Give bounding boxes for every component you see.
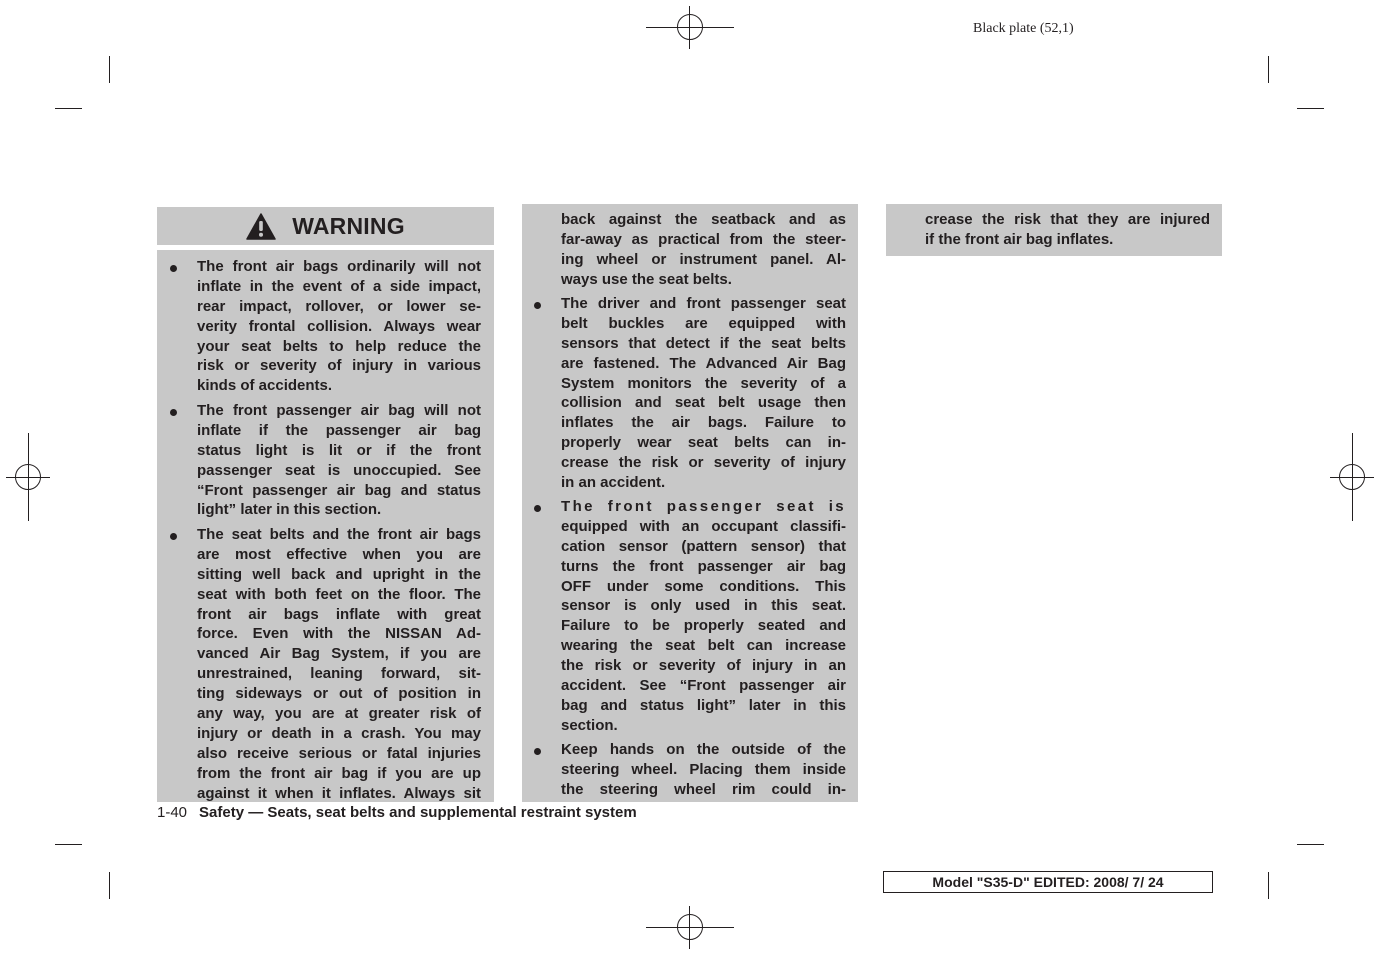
- text-line: against it when it inflates. Always sit: [197, 784, 481, 802]
- text-line: passenger seat is unoccupied. See: [197, 461, 481, 479]
- text-line: wearing the seat belt can increase: [561, 637, 846, 655]
- text-line: collision and seat belt usage then: [561, 394, 846, 412]
- bullet-item: [197, 401, 481, 520]
- text-line: from the front air bag if you are up: [197, 764, 481, 782]
- text-line: OFF under some conditions. This: [561, 577, 846, 595]
- text-line: The front air bags ordinarily will not: [197, 258, 481, 275]
- text-line: far-away as practical from the steer-: [561, 230, 846, 248]
- text-line: ways use the seat belts.: [561, 270, 732, 288]
- text-line: force. Even with the NISSAN Ad-: [197, 625, 481, 643]
- text-line: turns the front passenger air bag: [561, 557, 846, 575]
- text-line: rear impact, rollover, or lower se-: [197, 297, 481, 315]
- warning-column-3: [886, 204, 1222, 256]
- text-line: crease the risk that they are injured: [925, 211, 1210, 228]
- text-line: ing wheel or instrument panel. Al-: [561, 250, 846, 268]
- text-line: steering wheel. Placing them inside: [561, 760, 846, 778]
- text-line: System monitors the severity of a: [561, 374, 846, 392]
- text-line: are fastened. The Advanced Air Bag: [561, 354, 846, 372]
- text-line: sitting well back and upright in the: [197, 565, 481, 583]
- bullet-item: [561, 294, 846, 493]
- text-line: equipped with an occupant classifi-: [561, 517, 846, 535]
- text-line: The front passenger air bag will not: [197, 402, 481, 419]
- bullet-icon: [170, 533, 177, 540]
- bullet-icon: [534, 505, 541, 512]
- model-edited-label: Model "S35-D" EDITED: 2008/ 7/ 24: [883, 871, 1213, 893]
- text-line: cation sensor (pattern sensor) that: [561, 537, 846, 555]
- text-line: if the front air bag inflates.: [925, 230, 1114, 248]
- text-line: sensors that detect if the seat belts: [561, 334, 846, 352]
- bullet-icon: [170, 265, 177, 272]
- text-line: unrestrained, leaning forward, sit-: [197, 665, 481, 683]
- page-footer: [157, 804, 637, 821]
- text-line: your seat belts to help reduce the: [197, 337, 481, 355]
- bullet-item: [561, 740, 846, 800]
- text-line: any way, you are at greater risk of: [197, 705, 481, 723]
- text-line: The driver and front passenger seat: [561, 295, 846, 312]
- text-line: risk or severity of injury in various: [197, 357, 481, 375]
- text-line: inflate if the passenger air bag: [197, 421, 481, 439]
- text-line: light” later in this section.: [197, 501, 382, 519]
- text-line: verity frontal collision. Always wear: [197, 317, 481, 335]
- continuation-text: [561, 210, 846, 290]
- bullet-icon: [534, 748, 541, 755]
- text-line: inflates the air bags. Failure to: [561, 414, 846, 432]
- text-line: also receive serious or fatal injuries: [197, 744, 481, 762]
- warning-column-1: [157, 250, 494, 802]
- bullet-item: [197, 257, 481, 396]
- bullet-icon: [534, 302, 541, 309]
- bullet-item: [561, 497, 846, 736]
- text-line: ting sideways or out of position in: [197, 685, 481, 703]
- bullet-icon: [170, 409, 177, 416]
- text-line: sensor is only used in this seat.: [561, 597, 846, 615]
- warning-triangle-icon: [246, 213, 276, 240]
- text-line: seat with both feet on the floor. The: [197, 585, 481, 603]
- text-line: belt buckles are equipped with: [561, 314, 846, 332]
- text-line: inflate in the event of a side impact,: [197, 277, 481, 295]
- warning-header: [157, 207, 494, 245]
- text-line: vanced Air Bag System, if you are: [197, 645, 481, 663]
- text-line: the risk or severity of injury in an: [561, 657, 846, 675]
- text-line: in an accident.: [561, 474, 666, 492]
- warning-title: WARNING: [292, 212, 405, 239]
- plate-label: Black plate (52,1): [973, 21, 1074, 36]
- text-line: accident. See “Front passenger air: [561, 677, 846, 695]
- text-line: injury or death in a crash. You may: [197, 724, 481, 742]
- text-line: section.: [561, 716, 618, 734]
- bullet-item: [197, 525, 481, 803]
- warning-column-2: [522, 204, 858, 802]
- text-line: bag and status light” later in this: [561, 696, 846, 714]
- text-line: are most effective when you are: [197, 545, 481, 563]
- text-line: Failure to be properly seated and: [561, 617, 846, 635]
- text-line: “Front passenger air bag and status: [197, 481, 481, 499]
- text-line: properly wear seat belts can in-: [561, 434, 846, 452]
- text-line: status light is lit or if the front: [197, 441, 481, 459]
- text-line: crease the risk or severity of injury: [561, 454, 846, 472]
- text-line: kinds of accidents.: [197, 377, 333, 395]
- text-line: The front passenger seat is: [561, 498, 846, 515]
- page-number: 1-40: [157, 804, 188, 821]
- text-line: The seat belts and the front air bags: [197, 526, 481, 543]
- text-line: Keep hands on the outside of the: [561, 741, 846, 758]
- continuation-text: [925, 210, 1210, 250]
- section-title: Safety — Seats, seat belts and supplemental restraint system: [199, 804, 637, 821]
- text-line: front air bags inflate with great: [197, 605, 481, 623]
- text-line: back against the seatback and as: [561, 211, 846, 228]
- text-line: the steering wheel rim could in-: [561, 780, 846, 798]
